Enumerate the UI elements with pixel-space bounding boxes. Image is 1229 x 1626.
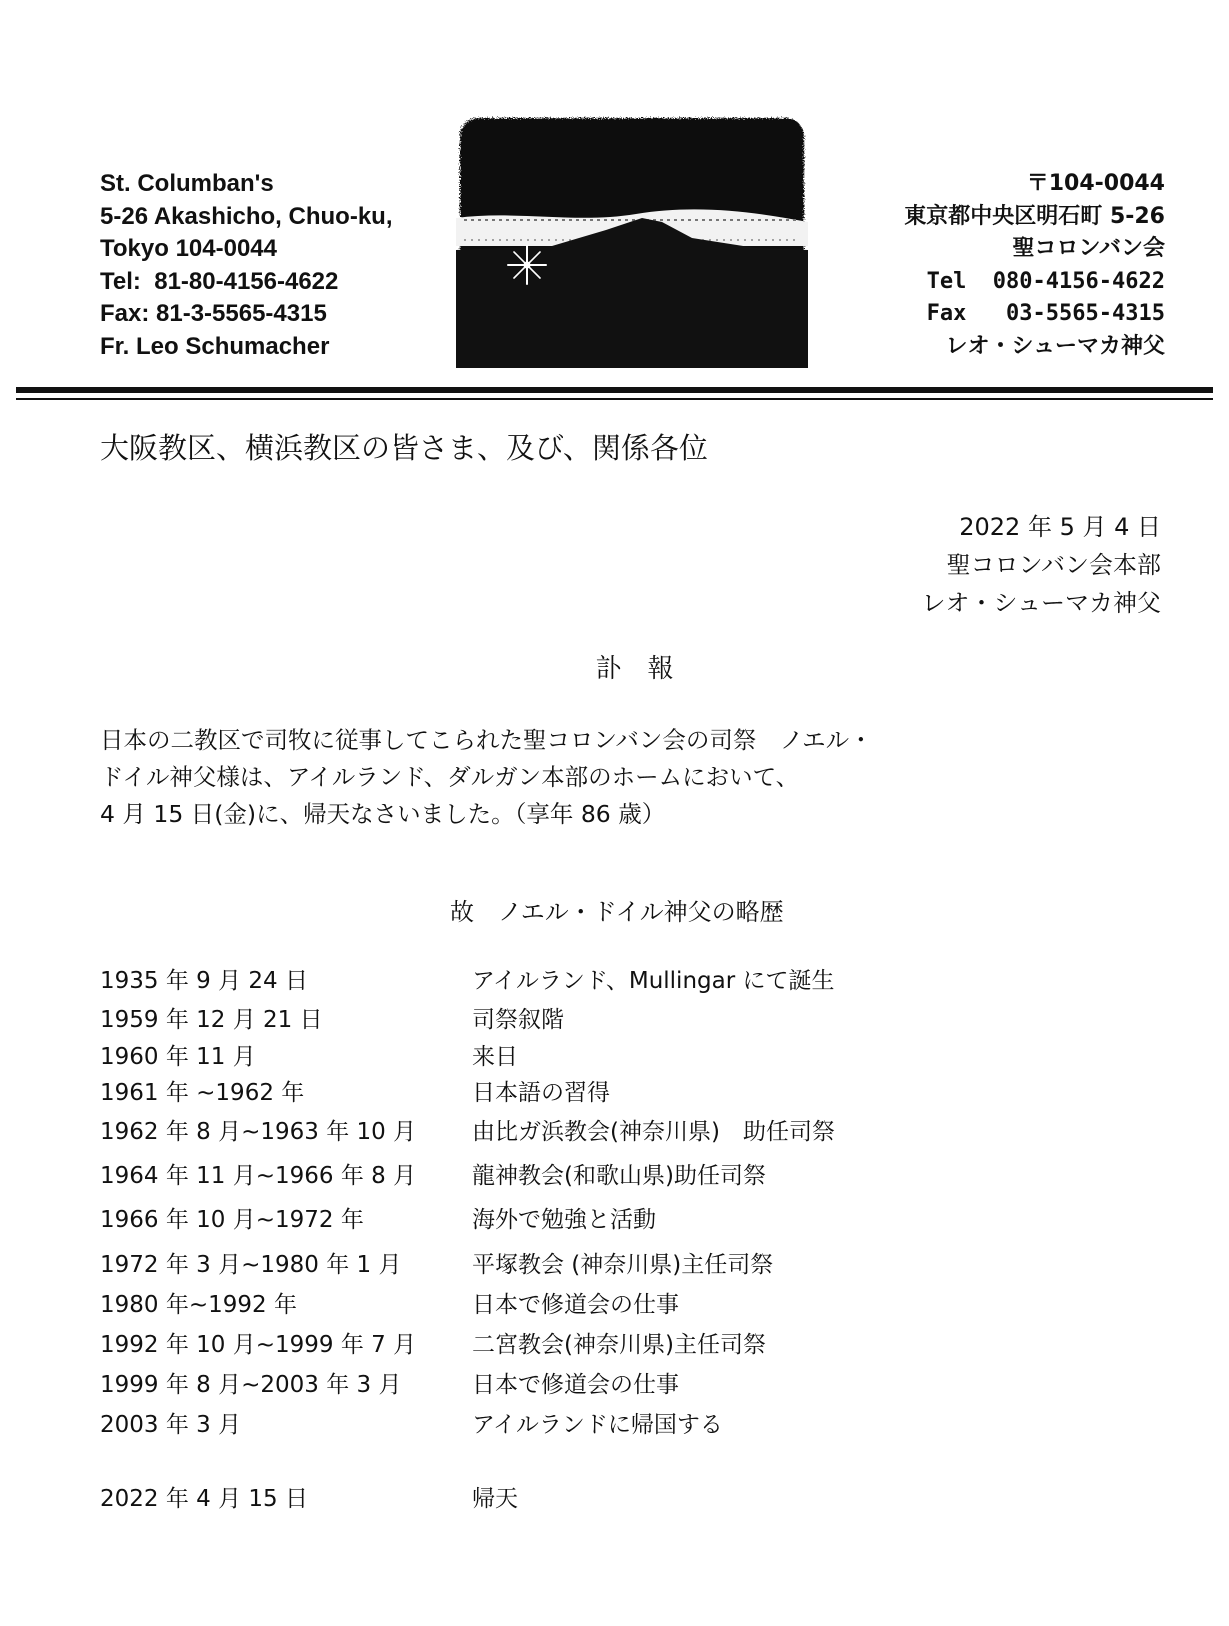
timeline-event: 二宮教会(神奈川県)主任司祭 [472,1332,766,1358]
timeline-event: 日本語の習得 [472,1080,610,1106]
timeline-date: 1966 年 10 月~1972 年 [100,1207,364,1233]
timeline-date: 1992 年 10 月~1999 年 7 月 [100,1332,417,1358]
timeline-event: 海外で勉強と活動 [472,1207,656,1233]
timeline-event: 日本で修道会の仕事 [472,1372,679,1398]
timeline-date: 1962 年 8 月~1963 年 10 月 [100,1119,417,1145]
letterhead-english [100,168,393,363]
timeline-event: 帰天 [472,1486,518,1512]
timeline-event: 司祭叙階 [472,1007,564,1033]
letter-date: 2022 年 5 月 4 日 [959,513,1161,541]
mountain-star-logo [456,114,808,368]
star-icon [508,246,546,284]
timeline-date: 1999 年 8 月~2003 年 3 月 [100,1372,402,1398]
address-line-2: Tokyo 104-0044 [100,235,277,262]
timeline-event: 龍神教会(和歌山県)助任司祭 [472,1163,766,1189]
timeline-date: 1959 年 12 月 21 日 [100,1007,323,1033]
timeline-event: 日本で修道会の仕事 [472,1292,679,1318]
jp-fax-line: Fax 03-5565-4315 [926,301,1165,326]
timeline-date: 2022 年 4 月 15 日 [100,1486,308,1512]
letterhead-japanese [904,168,1165,363]
timeline-date: 1980 年~1992 年 [100,1292,297,1318]
announcement-paragraph [100,722,873,833]
address-line-1: 5-26 Akashicho, Chuo-ku, [100,202,393,230]
header-divider-thick [16,387,1213,393]
paragraph-line: ドイル神父様は、アイルランド、ダルガン本部のホームにおいて、 [100,763,800,791]
timeline-event: 平塚教会 (神奈川県)主任司祭 [472,1252,774,1278]
timeline-event: 由比ガ浜教会(神奈川県) 助任司祭 [472,1119,835,1145]
addressee: 大阪教区、横浜教区の皆さま、及び、関係各位 [100,431,708,465]
timeline-date: 2003 年 3 月 [100,1412,242,1438]
jp-tel-line: Tel 080-4156-4622 [926,268,1165,294]
org-name: St. Columban's [100,170,274,197]
jp-sender-name: レオ・シューマカ神父 [945,333,1165,359]
timeline-event: アイルランド、Mullingar にて誕生 [472,968,835,994]
timeline-event: 来日 [472,1044,518,1070]
postal-code: 〒104-0044 [1026,171,1165,196]
timeline-event: アイルランドに帰国する [472,1412,723,1438]
timeline-date: 1961 年 ~1962 年 [100,1080,305,1106]
tel-line: Tel: 81-80-4156-4622 [100,267,339,295]
timeline-date: 1964 年 11 月~1966 年 8 月 [100,1163,417,1189]
fax-line: Fax: 81-3-5565-4315 [100,300,327,327]
jp-address: 東京都中央区明石町 5-26 [904,203,1165,229]
timeline-date: 1972 年 3 月~1980 年 1 月 [100,1252,402,1278]
biography-heading: 故 ノエル・ドイル神父の略歴 [450,898,784,926]
timeline-date: 1935 年 9 月 24 日 [100,968,308,994]
page-title: 訃 報 [595,654,674,684]
timeline-date: 1960 年 11 月 [100,1044,256,1070]
paragraph-line: 日本の二教区で司牧に従事してこられた聖コロンバン会の司祭 ノエル・ [100,726,873,754]
date-signature-block [921,508,1161,622]
issuer-org: 聖コロンバン会本部 [946,551,1161,579]
sender-name: Fr. Leo Schumacher [100,332,330,360]
header-divider-thin [16,398,1213,400]
paragraph-line: 4 月 15 日(金)に、帰天なさいました。（享年 86 歳） [100,800,666,828]
jp-org-name: 聖コロンバン会 [1012,236,1165,261]
issuer-name: レオ・シューマカ神父 [921,589,1161,617]
